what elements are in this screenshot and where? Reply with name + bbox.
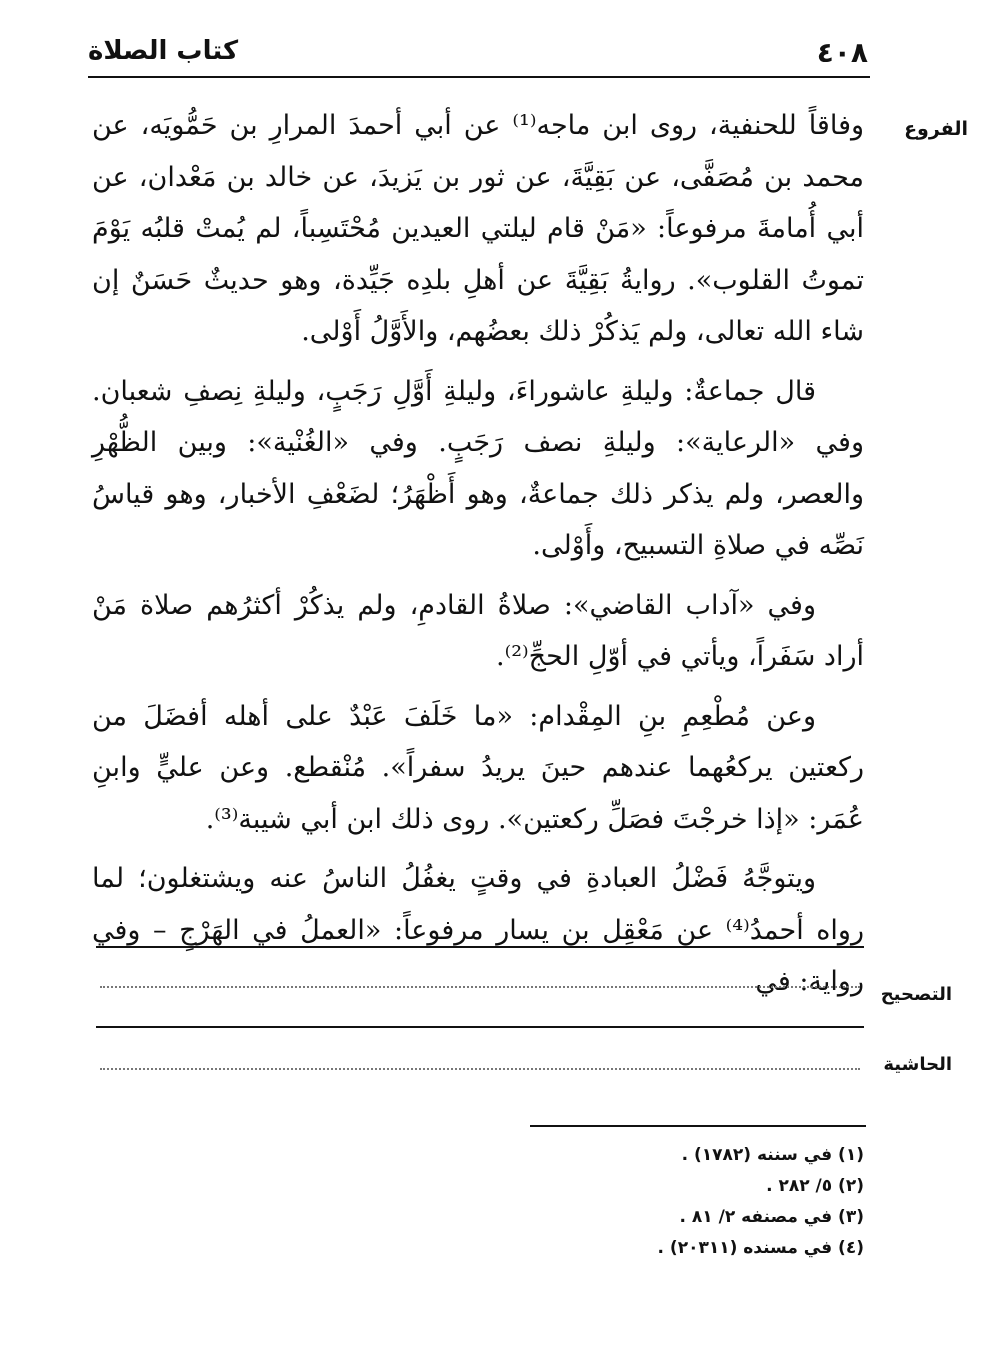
footnote-rule (530, 1125, 866, 1127)
margin-section-label: الفروع (904, 118, 968, 140)
footnote: (١) في سننه (١٧٨٢) . (681, 1145, 864, 1165)
footnote: (٢) ٥/ ٢٨٢ . (766, 1176, 864, 1196)
margin-note-line (100, 1068, 860, 1070)
header-rule (88, 76, 870, 78)
body-end-rule (96, 946, 864, 948)
footnote: (٣) في مصنفه ٢/ ٨١ . (679, 1207, 864, 1227)
paragraph: وفي «آداب القاضي»: صلاةُ القادمِ، ولم يذكُرْ أكثرُهم صلاة مَنْ أراد سَفَراً، ويأتي في أوّلِ الحجِّ⁽²⁾. (92, 589, 864, 672)
page-number: ٤٠٨ (816, 36, 868, 69)
paragraph: وفاقاً للحنفية، روى ابن ماجه⁽¹⁾ عن أبي أحمدَ المرارِ بن حَمُّويَه، عن محمد بن مُصَفَّى، عن بَقِيَّةَ، عن ثور بن يَزيدَ، عن خالد بن مَعْدان، عن أبي أُمامةَ مرفوعاً: «مَنْ قام ليلتي العيدين مُحْتَسِباً، لم يُمتْ قلبُه يَوْمَ تموتُ القلوب». روايةُ بَقِيَّةَ عن أهلِ بلدِه جَيِّدة، وهو حديثٌ حَسَنٌ إن شاء الله تعالى، ولم يَذكُرْ ذلك بعضُهم، والأَوَّلُ أَوْلى. (92, 110, 865, 347)
correction-line (100, 986, 860, 988)
paragraph: ويتوجَّهُ فَضْلُ العبادةِ في وقتٍ يغفُلُ الناسُ عنه ويشتغلون؛ لما رواه أحمدُ⁽⁴⁾ عن مَعْقِل بن يسار مرفوعاً: «العملُ في الهَرْجِ – وفي رواية: في (92, 863, 864, 997)
footnote: (٤) في مسنده (٢٠٣١١) . (657, 1238, 864, 1258)
page-header (88, 34, 868, 74)
correction-label: التصحيح (880, 984, 952, 1005)
running-title: كتاب الصلاة (88, 36, 239, 66)
main-text (92, 100, 864, 1016)
margin-note-label: الحاشية (883, 1054, 952, 1075)
paragraph: وعن مُطْعِمِ بنِ المِقْدام: «ما خَلَفَ عَبْدٌ على أهله أفضَلَ من ركعتين يركعُهما عندهم حينَ يريدُ سفراً». مُنْقطع. وعن عليٍّ وابنِ عُمَر: «إذا خرجْتَ فصَلِّ ركعتين». روى ذلك ابن أبي شيبة⁽³⁾. (92, 700, 864, 835)
paragraph: قال جماعةٌ: وليلةِ عاشوراءَ، وليلةِ أَوَّلِ رَجَبٍ، وليلةِ نِصفِ شعبان. وفي «الرعاية»: وليلةِ نصف رَجَبٍ. وفي «الغُنْية»: وبين الظُّهْرِ والعصر، ولم يذكر ذلك جماعةٌ، وهو أَظْهَرُ؛ لضَعْفِ الأخبار، وهو قياسُ نَصِّه في صلاةِ التسبيح، وأَوْلى. (92, 375, 864, 561)
footnotes (364, 1140, 864, 1264)
field-separator-rule (96, 1026, 864, 1028)
